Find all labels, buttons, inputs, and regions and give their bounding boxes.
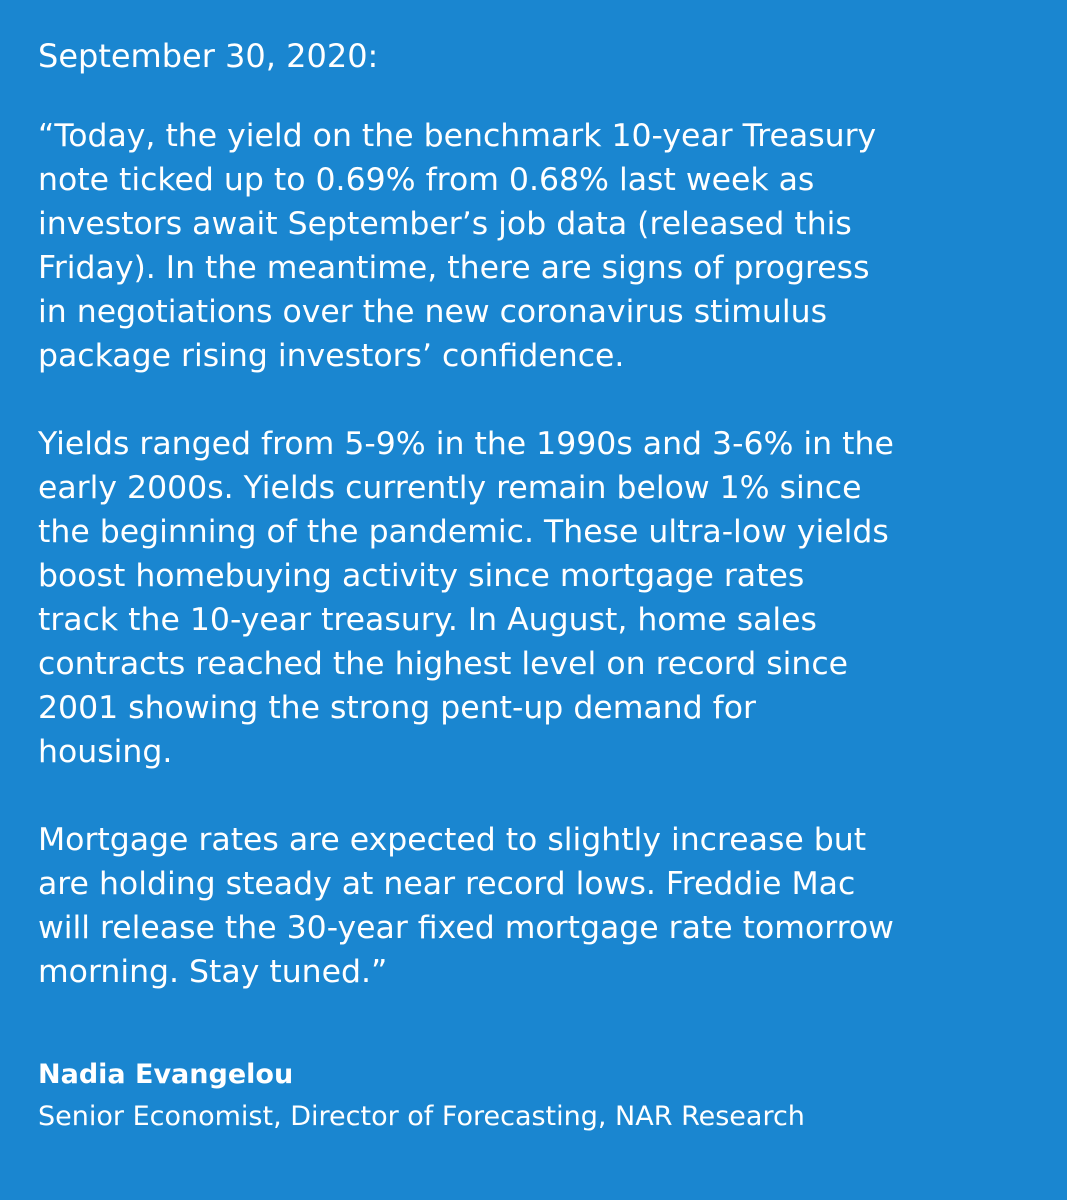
date-heading: September 30, 2020:: [38, 37, 379, 75]
quote-paragraph-1: “Today, the yield on the benchmark 10-year Treasury note ticked up to 0.69% from 0.68% last week as investors await September’s job data (released this Friday). In the meantime, there are signs of progress in negotiations over the new coronavirus stimulus package rising investors’ confidence.: [38, 118, 877, 374]
quote-body: [38, 114, 1031, 994]
quote-paragraph-3: Mortgage rates are expected to slightly increase but are holding steady at near record lows. Freddie Mac will release the 30-year fixed mortgage rate tomorrow morning. Stay tuned.”: [38, 822, 894, 990]
author-name: Nadia Evangelou: [38, 1059, 294, 1090]
author-title: Senior Economist, Director of Forecasting, NAR Research: [38, 1101, 805, 1132]
author-signature: [38, 1056, 1031, 1136]
quote-paragraph-2: Yields ranged from 5-9% in the 1990s and 3-6% in the early 2000s. Yields currently remain below 1% since the beginning of the pandemic. These ultra-low yields boost homebuying activity since mortgage rates track the 10-year treasury. In August, home sales contracts reached the highest level on record since 2001 showing the strong pent-up demand for housing.: [38, 426, 894, 770]
